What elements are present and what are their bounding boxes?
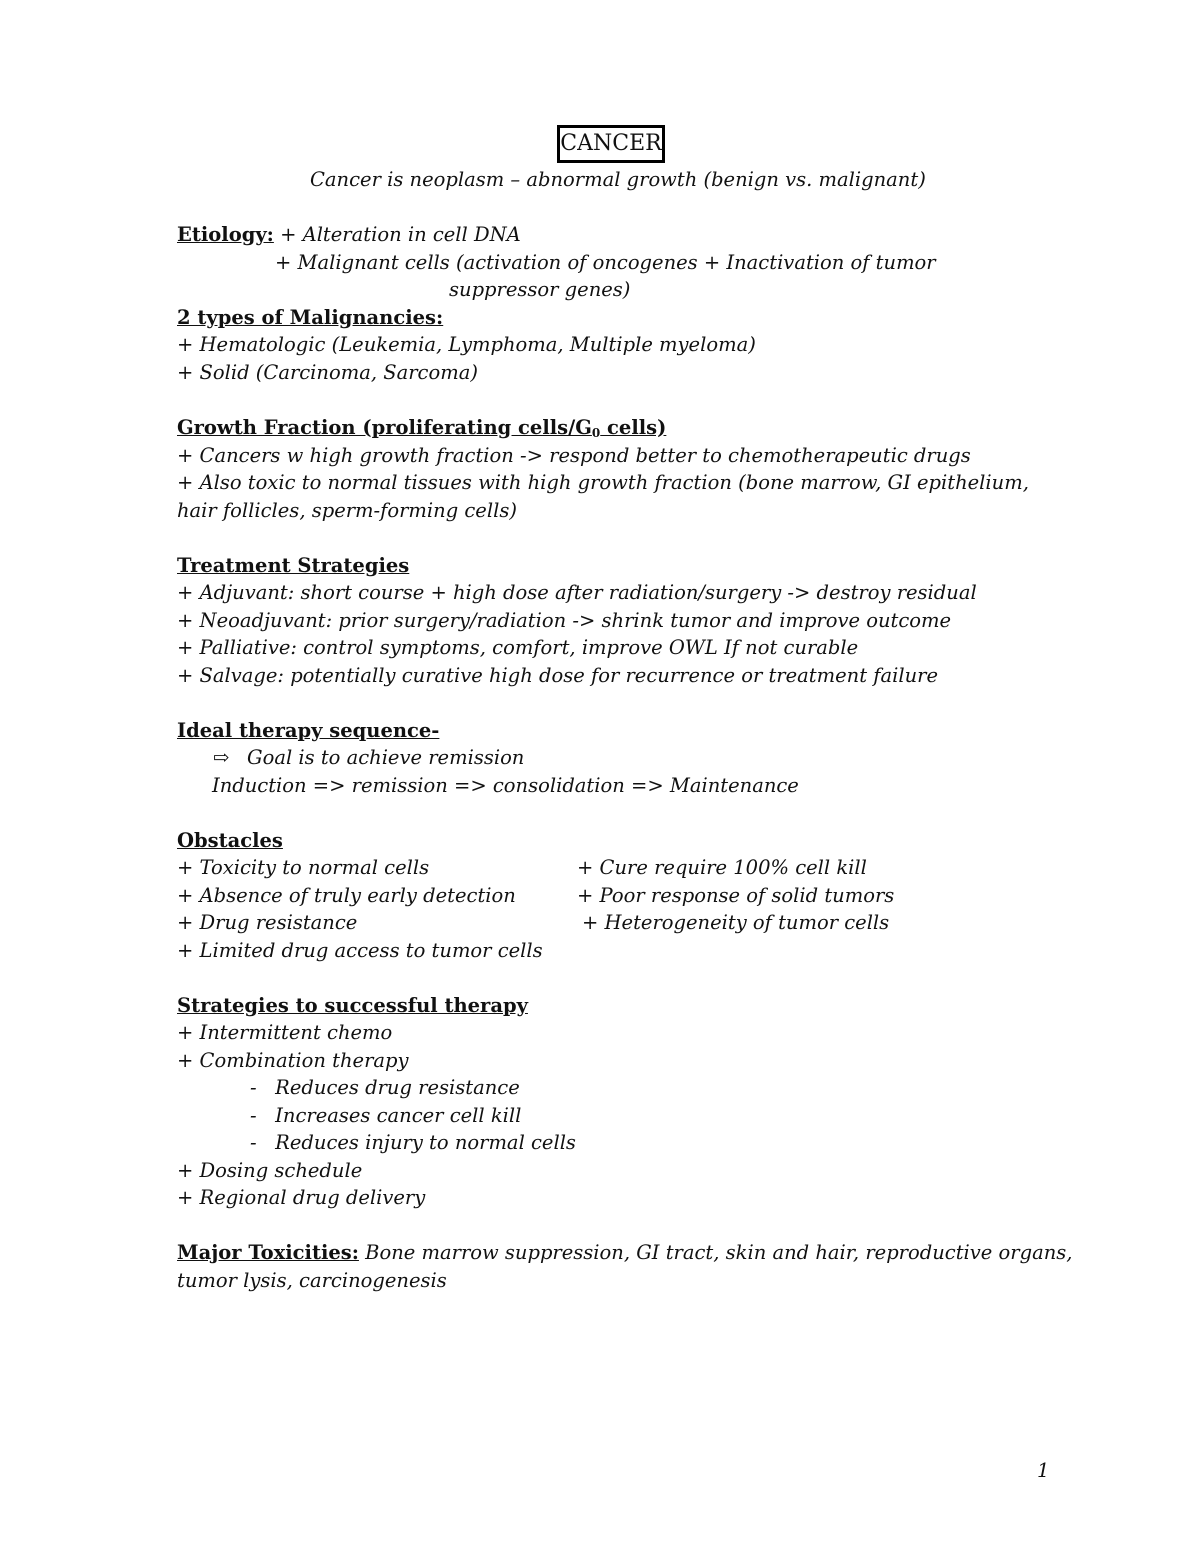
list-item: + Cancers w high growth fraction -> respond better to chemotherapeutic drugs (177, 444, 971, 467)
list-item-continued: hair follicles, sperm-forming cells) (177, 499, 517, 522)
list-item: + Solid (Carcinoma, Sarcoma) (177, 361, 478, 384)
list-item: + Hematologic (Leukemia, Lymphoma, Multiple myeloma) (177, 333, 756, 356)
list-item: + Also toxic to normal tissues with high growth fraction (bone marrow, GI epithelium, (177, 471, 1029, 494)
toxicities-line-1 (177, 1241, 1072, 1264)
arrow-icon: ⇨ (213, 746, 230, 769)
etiology-line-1 (177, 223, 521, 246)
malignancies-heading: 2 types of Malignancies: (177, 306, 444, 329)
sequence-text: Induction => remission => consolidation => Maintenance (212, 774, 799, 797)
obstacle-item: + Toxicity to normal cells (177, 856, 430, 879)
list-item: + Salvage: potentially curative high dose for recurrence or treatment failure (177, 664, 938, 687)
treatment-heading: Treatment Strategies (177, 554, 410, 577)
goal-text: Goal is to achieve remission (247, 746, 525, 769)
etiology-item: + Malignant cells (activation of oncogenes + Inactivation of tumor (275, 251, 936, 274)
obstacle-item: + Heterogeneity of tumor cells (582, 911, 890, 934)
sub-list-item: - Reduces drug resistance (250, 1076, 520, 1099)
sub-list-item: - Reduces injury to normal cells (250, 1131, 576, 1154)
subtitle: Cancer is neoplasm – abnormal growth (benign vs. malignant) (310, 168, 926, 191)
sub-list-item: - Increases cancer cell kill (250, 1104, 522, 1127)
list-item: + Intermittent chemo (177, 1021, 393, 1044)
strategies-heading: Strategies to successful therapy (177, 994, 528, 1017)
ideal-therapy-heading: Ideal therapy sequence- (177, 719, 440, 742)
growth-heading-text: Growth Fraction (proliferating cells/G (177, 416, 592, 439)
obstacle-item: + Poor response of solid tumors (577, 884, 895, 907)
list-item: + Regional drug delivery (177, 1186, 426, 1209)
obstacle-item: + Drug resistance (177, 911, 358, 934)
growth-heading-subscript: 0 (591, 426, 601, 440)
page-title: CANCER (557, 125, 665, 163)
list-item: + Adjuvant: short course + high dose after radiation/surgery -> destroy residual (177, 581, 977, 604)
list-item: + Combination therapy (177, 1049, 409, 1072)
toxicities-text-continued: tumor lysis, carcinogenesis (177, 1269, 447, 1292)
etiology-heading: Etiology: (177, 223, 274, 246)
etiology-item: + Alteration in cell DNA (280, 223, 521, 246)
toxicities-text: Bone marrow suppression, GI tract, skin and hair, reproductive organs, (358, 1241, 1073, 1264)
etiology-item-continued: suppressor genes) (449, 278, 631, 301)
list-item: + Palliative: control symptoms, comfort, improve OWL If not curable (177, 636, 859, 659)
obstacle-item: + Cure require 100% cell kill (577, 856, 867, 879)
obstacles-heading: Obstacles (177, 829, 283, 852)
page-number: 1 (1037, 1459, 1050, 1482)
obstacle-item: + Absence of truly early detection (177, 884, 516, 907)
list-item: + Dosing schedule (177, 1159, 363, 1182)
toxicities-heading: Major Toxicities: (177, 1241, 359, 1264)
list-item: + Neoadjuvant: prior surgery/radiation -> shrink tumor and improve outcome (177, 609, 952, 632)
growth-heading-text-end: cells) (600, 416, 667, 439)
growth-fraction-heading (177, 416, 666, 439)
obstacle-item: + Limited drug access to tumor cells (177, 939, 543, 962)
